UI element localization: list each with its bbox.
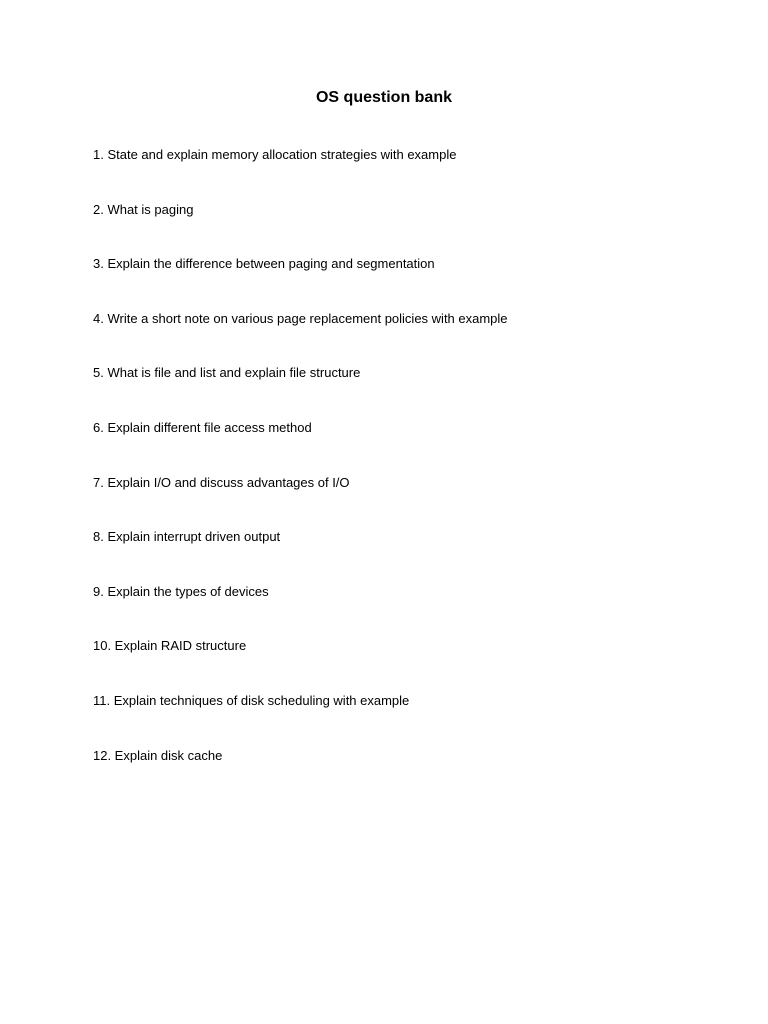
question-item: 1. State and explain memory allocation strategies with example (93, 147, 457, 162)
question-item: 11. Explain techniques of disk scheduling with example (93, 692, 410, 708)
question-item: 10. Explain RAID structure (93, 638, 247, 654)
question-item: 12. Explain disk cache (93, 747, 223, 763)
question-list (93, 144, 693, 799)
question-item: 3. Explain the difference between paging and segmentation (93, 256, 435, 272)
question-item: 6. Explain different file access method (93, 419, 312, 435)
page-title: OS question bank (315, 89, 452, 106)
question-item: 7. Explain I/O and discuss advantages of I/O (93, 474, 350, 490)
question-item: 8. Explain interrupt driven output (93, 529, 281, 545)
question-item: 2. What is paging (93, 201, 194, 217)
question-item: 5. What is file and list and explain file structure (93, 365, 361, 381)
question-item: 9. Explain the types of devices (93, 583, 269, 599)
question-item: 4. Write a short note on various page replacement policies with example (93, 310, 508, 326)
